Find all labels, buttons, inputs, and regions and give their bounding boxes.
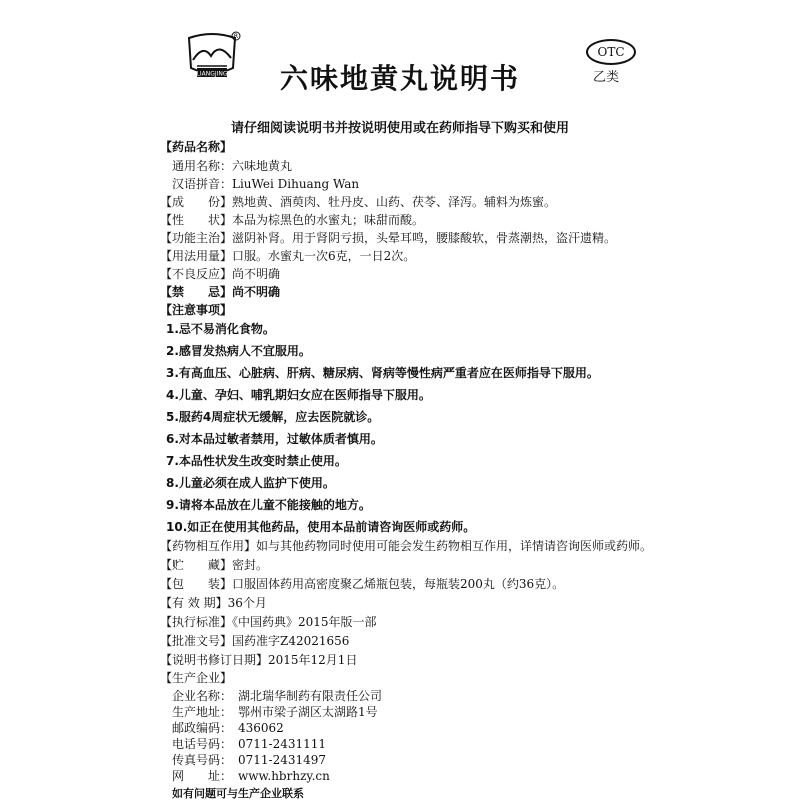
logo-text: LIANGJING bbox=[196, 70, 228, 78]
otc-badge: OTC bbox=[586, 39, 636, 65]
manufacturer-phone: 电话号码： 0711-2431111 bbox=[172, 737, 327, 751]
validity-field: 【有 效 期】36个月 bbox=[160, 596, 267, 610]
manufacturer-section-label: 【生产企业】 bbox=[160, 671, 233, 685]
ingredients-field: 【成 份】熟地黄、酒萸肉、牡丹皮、山药、茯苓、泽泻。辅料为炼蜜。 bbox=[160, 195, 557, 209]
interactions-field: 【药物相互作用】如与其他药物同时使用可能会发生药物相互作用，详情请咨询医师或药师。 bbox=[160, 539, 653, 553]
contraindications-field: 【禁 忌】尚不明确 bbox=[160, 285, 281, 299]
manufacturer-fax: 传真号码： 0711-2431497 bbox=[172, 753, 327, 767]
approval-number-field: 【批准文号】国药准字Z42021656 bbox=[160, 634, 350, 648]
appearance-field: 【性 状】本品为棕黑色的水蜜丸；味甜而酸。 bbox=[160, 213, 425, 227]
package-field: 【包 装】口服固体药用高密度聚乙烯瓶包装，每瓶装200丸（约36克）。 bbox=[160, 577, 565, 591]
precautions-section-label: 【注意事项】 bbox=[160, 303, 233, 317]
precaution-item: 2.感冒发热病人不宜服用。 bbox=[166, 344, 311, 358]
otc-class-label: 乙类 bbox=[593, 70, 620, 85]
svg-text:R: R bbox=[233, 33, 239, 40]
standard-field: 【执行标准】《中国药典》2015年版一部 bbox=[160, 615, 377, 629]
drug-name-section-label: 【药品名称】 bbox=[160, 140, 233, 154]
precaution-item: 1.忌不易消化食物。 bbox=[166, 322, 275, 336]
pinyin-name: 汉语拼音：LiuWei Dihuang Wan bbox=[172, 177, 360, 191]
adverse-reactions-field: 【不良反应】尚不明确 bbox=[160, 267, 281, 281]
manufacturer-postcode: 邮政编码： 436062 bbox=[172, 721, 284, 735]
generic-name: 通用名称：六味地黄丸 bbox=[172, 159, 293, 173]
manufacturer-website: 网 址： www.hbrhzy.cn bbox=[172, 769, 330, 783]
page-title: 六味地黄丸说明书 bbox=[279, 62, 520, 95]
footer-contact-note: 如有问题可与生产企业联系 bbox=[172, 787, 304, 800]
reading-notice: 请仔细阅读说明书并按说明使用或在药师指导下购买和使用 bbox=[230, 121, 569, 136]
indications-field: 【功能主治】滋阴补肾。用于肾阴亏损，头晕耳鸣，腰膝酸软，骨蒸潮热，盗汗遗精。 bbox=[160, 231, 617, 245]
precaution-item: 9.请将本品放在儿童不能接触的地方。 bbox=[166, 498, 371, 512]
precaution-item: 3.有高血压、心脏病、肝病、糖尿病、肾病等慢性病严重者应在医师指导下服用。 bbox=[166, 366, 599, 380]
dosage-field: 【用法用量】口服。水蜜丸一次6克，一日2次。 bbox=[160, 249, 416, 263]
precaution-item: 10.如正在使用其他药品，使用本品前请咨询医师或药师。 bbox=[166, 520, 476, 534]
manufacturer-address: 生产地址： 鄂州市梁子湖区太湖路1号 bbox=[172, 705, 378, 719]
precaution-item: 7.本品性状发生改变时禁止使用。 bbox=[166, 454, 347, 468]
revision-date-field: 【说明书修订日期】2015年12月1日 bbox=[160, 653, 358, 667]
precaution-item: 5.服药4周症状无缓解，应去医院就诊。 bbox=[166, 410, 380, 424]
manufacturer-name: 企业名称： 湖北瑞华制药有限责任公司 bbox=[172, 689, 383, 703]
precaution-item: 4.儿童、孕妇、哺乳期妇女应在医师指导下服用。 bbox=[166, 388, 431, 402]
storage-field: 【贮 藏】密封。 bbox=[160, 558, 269, 572]
precaution-item: 6.对本品过敏者禁用，过敏体质者慎用。 bbox=[166, 432, 383, 446]
precaution-item: 8.儿童必须在成人监护下使用。 bbox=[166, 476, 335, 490]
